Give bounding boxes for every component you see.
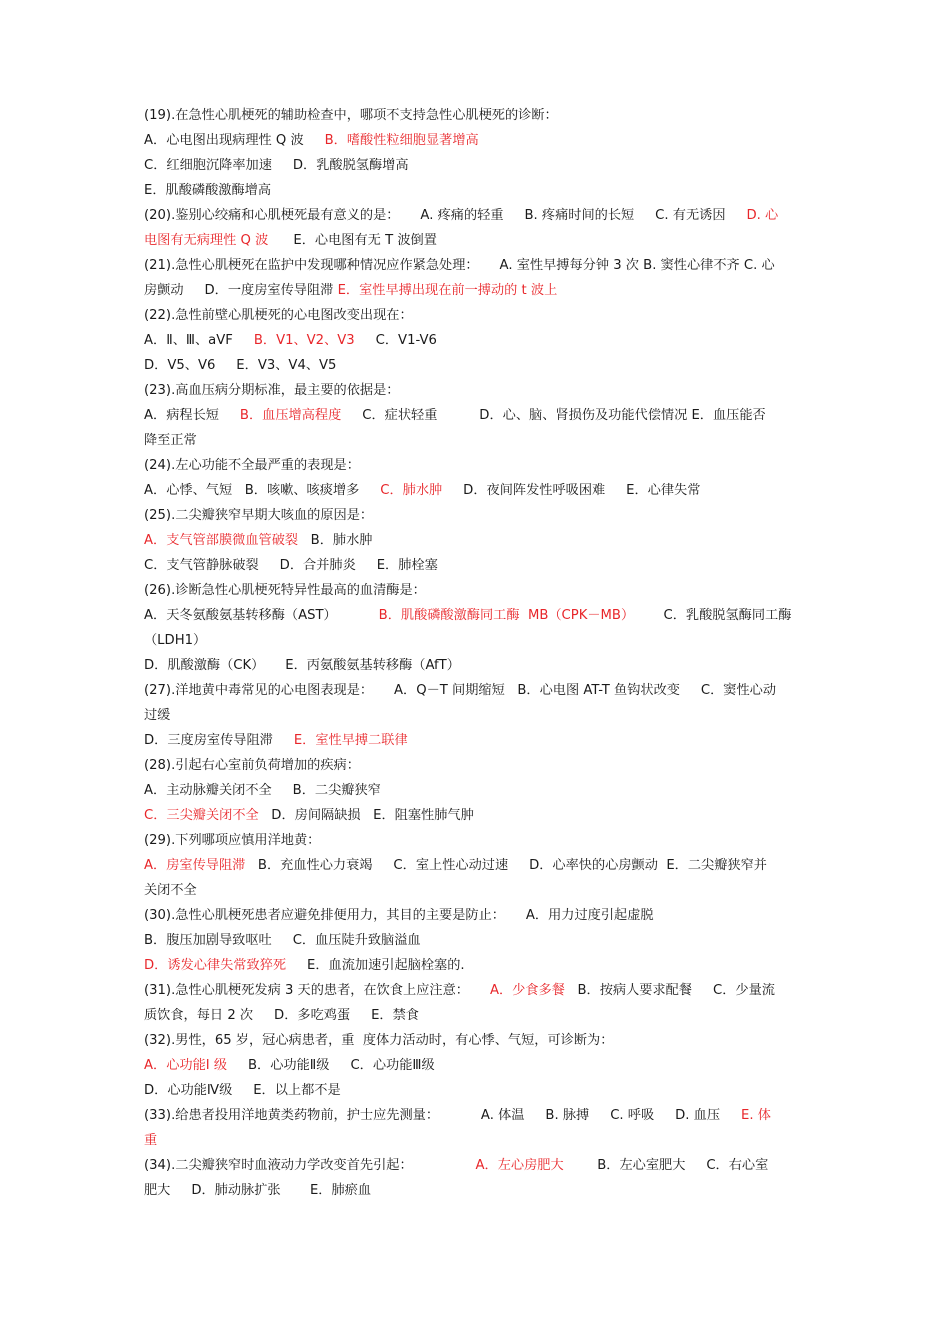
text-segment: B．按病人要求配餐 C．少量流 [564,983,775,998]
text-line [144,578,808,603]
text-line [144,1028,808,1053]
answer-highlight: B．肌酸磷酸激酶同工酶 MB（CPK－MB） [378,608,635,623]
text-segment: 降至正常 [144,433,197,448]
text-segment: (21).急性心肌梗死在监护中发现哪种情况应作紧急处理： A. 室性早搏每分钟 3 次 B. 窦性心律不齐 C. 心 [144,258,775,273]
text-segment: B．左心室肥大 C．右心室 [563,1158,769,1173]
text-segment: A．心悸、气短 B．咳嗽、咳痰增多 [144,483,381,498]
text-segment: (32).男性，65 岁，冠心病患者，重 度体力活动时，有心悸、气短，可诊断为： [144,1033,614,1048]
text-segment: E．心电图有无 T 波倒置 [268,233,437,248]
text-segment: 房颤动 D．一度房室传导阻滞 [144,283,338,298]
answer-highlight: E．室性早搏出现在前一搏动的 t 波上 [337,283,558,298]
text-line [144,1053,808,1078]
text-line [144,953,808,978]
text-line [144,1003,808,1028]
text-line [144,1103,808,1128]
text-segment: (30).急性心肌梗死患者应避免排便用力，其目的主要是防止： A．用力过度引起虚脱 [144,908,654,923]
text-line [144,378,808,403]
text-line [144,828,808,853]
text-line [144,778,808,803]
text-line [144,353,808,378]
text-line [144,678,808,703]
answer-highlight: A．支气管部膜微血管破裂 [144,533,299,548]
text-line [144,328,808,353]
text-line [144,253,808,278]
text-line [144,803,808,828]
text-segment: D．三度房室传导阻滞 [144,733,294,748]
text-line [144,228,808,253]
text-segment: (29).下列哪项应慎用洋地黄： [144,833,321,848]
text-segment: (19).在急性心肌梗死的辅助检查中，哪项不支持急性心肌梗死的诊断： [144,108,558,123]
text-segment: A．天冬氨酸氨基转移酶（AST） [144,608,379,623]
answer-highlight: A．房室传导阻滞 [144,858,246,873]
text-segment: A．主动脉瓣关闭不全 B．二尖瓣狭窄 [144,783,381,798]
text-line [144,703,808,728]
text-line [144,428,808,453]
answer-highlight: A．少食多餐 [489,983,565,998]
text-segment: D．房间隔缺损 E．阻塞性肺气肿 [258,808,474,823]
text-line [144,878,808,903]
text-line [144,1128,808,1153]
text-line [144,503,808,528]
answer-highlight: B．V1、V2、V3 [253,333,355,348]
text-line [144,753,808,778]
text-segment: (26).诊断急性心肌梗死特异性最高的血清酶是： [144,583,426,598]
text-segment: (28).引起右心室前负荷增加的疾病： [144,758,360,773]
answer-highlight: 电图有无病理性 Q 波 [144,233,269,248]
text-segment: 过缓 [144,708,171,723]
text-segment: （LDH1） [144,633,207,648]
answer-highlight: C．三尖瓣关闭不全 [144,808,259,823]
text-segment: (27).洋地黄中毒常见的心电图表现是： A．Q－T 间期缩短 B．心电图 AT-T 鱼钩状改变 C．窦性心动 [144,683,777,698]
text-line [144,978,808,1003]
text-segment: E．肌酸磷酸激酶增高 [144,183,272,198]
text-segment: B．肺水肿 [298,533,373,548]
answer-highlight: B．血压增高程度 [239,408,342,423]
text-line [144,153,808,178]
text-segment: D．肌酸激酶（CK） E．丙氨酸氨基转移酶（AfT） [144,658,460,673]
text-line [144,528,808,553]
text-segment: (22).急性前壁心肌梗死的心电图改变出现在： [144,308,413,323]
text-line [144,1178,808,1203]
answer-highlight: E．室性早搏二联律 [293,733,408,748]
text-line [144,903,808,928]
text-segment: D．心功能Ⅳ级 E．以上都不是 [144,1083,341,1098]
text-line [144,203,808,228]
text-segment: (20).鉴别心绞痛和心肌梗死最有意义的是： A. 疼痛的轻重 B. 疼痛时间的长短 C. 有无诱因 [144,208,747,223]
text-segment: A．心电图出现病理性 Q 波 [144,133,325,148]
text-line [144,178,808,203]
text-segment: (34).二尖瓣狭窄时血液动力学改变首先引起： [144,1158,476,1173]
text-line [144,453,808,478]
text-segment: C．乳酸脱氢酶同工酶 [634,608,792,623]
answer-highlight: D．诱发心律失常致猝死 [144,958,287,973]
question-list [144,103,808,1203]
text-segment: D．V5、V6 E．V3、V4、V5 [144,358,337,373]
text-segment: 肥大 D．肺动脉扩张 E．肺瘀血 [144,1183,372,1198]
text-segment: C．V1-V6 [354,333,437,348]
text-segment: B．心功能Ⅱ级 C．心功能Ⅲ级 [227,1058,435,1073]
text-segment: (23).高血压病分期标准，最主要的依据是： [144,383,400,398]
text-line [144,403,808,428]
answer-highlight: D. 心 [746,208,779,223]
text-segment: B．充血性心力衰竭 C．室上性心动过速 D．心率快的心房颤动 E．二尖瓣狭窄并 [245,858,767,873]
text-line [144,728,808,753]
text-segment: E．血流加速引起脑栓塞的. [286,958,465,973]
answer-highlight: B．嗜酸性粒细胞显著增高 [324,133,479,148]
answer-highlight: A．心功能Ⅰ 级 [144,1058,228,1073]
answer-highlight: 重 [144,1133,158,1148]
text-line [144,553,808,578]
text-line [144,1153,808,1178]
text-line [144,603,808,628]
text-segment: (25).二尖瓣狭窄早期大咳血的原因是： [144,508,374,523]
text-line [144,303,808,328]
answer-highlight: C．肺水肿 [380,483,443,498]
text-segment: A．Ⅱ、Ⅲ、aVF [144,333,254,348]
text-segment: A．病程长短 [144,408,240,423]
text-segment: C．红细胞沉降率加速 D．乳酸脱氢酶增高 [144,158,409,173]
answer-highlight: A．左心房肥大 [475,1158,564,1173]
text-line [144,653,808,678]
text-segment: C．症状轻重 D．心、脑、肾损伤及功能代偿情况 E．血压能否 [341,408,766,423]
text-segment: (31).急性心肌梗死发病 3 天的患者，在饮食上应注意： [144,983,490,998]
text-line [144,1078,808,1103]
answer-highlight: E. 体 [741,1108,771,1123]
text-line [144,628,808,653]
text-line [144,278,808,303]
text-segment: (33).给患者投用洋地黄类药物前，护士应先测量： A. 体温 B. 脉搏 C. 呼吸 D. 血压 [144,1108,742,1123]
text-segment: 质饮食，每日 2 次 D．多吃鸡蛋 E．禁食 [144,1008,419,1023]
text-segment: B．腹压加剧导致呕吐 C．血压陡升致脑溢血 [144,933,421,948]
text-line [144,853,808,878]
text-line [144,103,808,128]
text-segment: (24).左心功能不全最严重的表现是： [144,458,360,473]
text-segment: 关闭不全 [144,883,197,898]
text-line [144,478,808,503]
text-line [144,128,808,153]
text-line [144,928,808,953]
text-segment: C．支气管静脉破裂 D．合并肺炎 E．肺栓塞 [144,558,438,573]
text-segment: D．夜间阵发性呼吸困难 E．心律失常 [442,483,701,498]
